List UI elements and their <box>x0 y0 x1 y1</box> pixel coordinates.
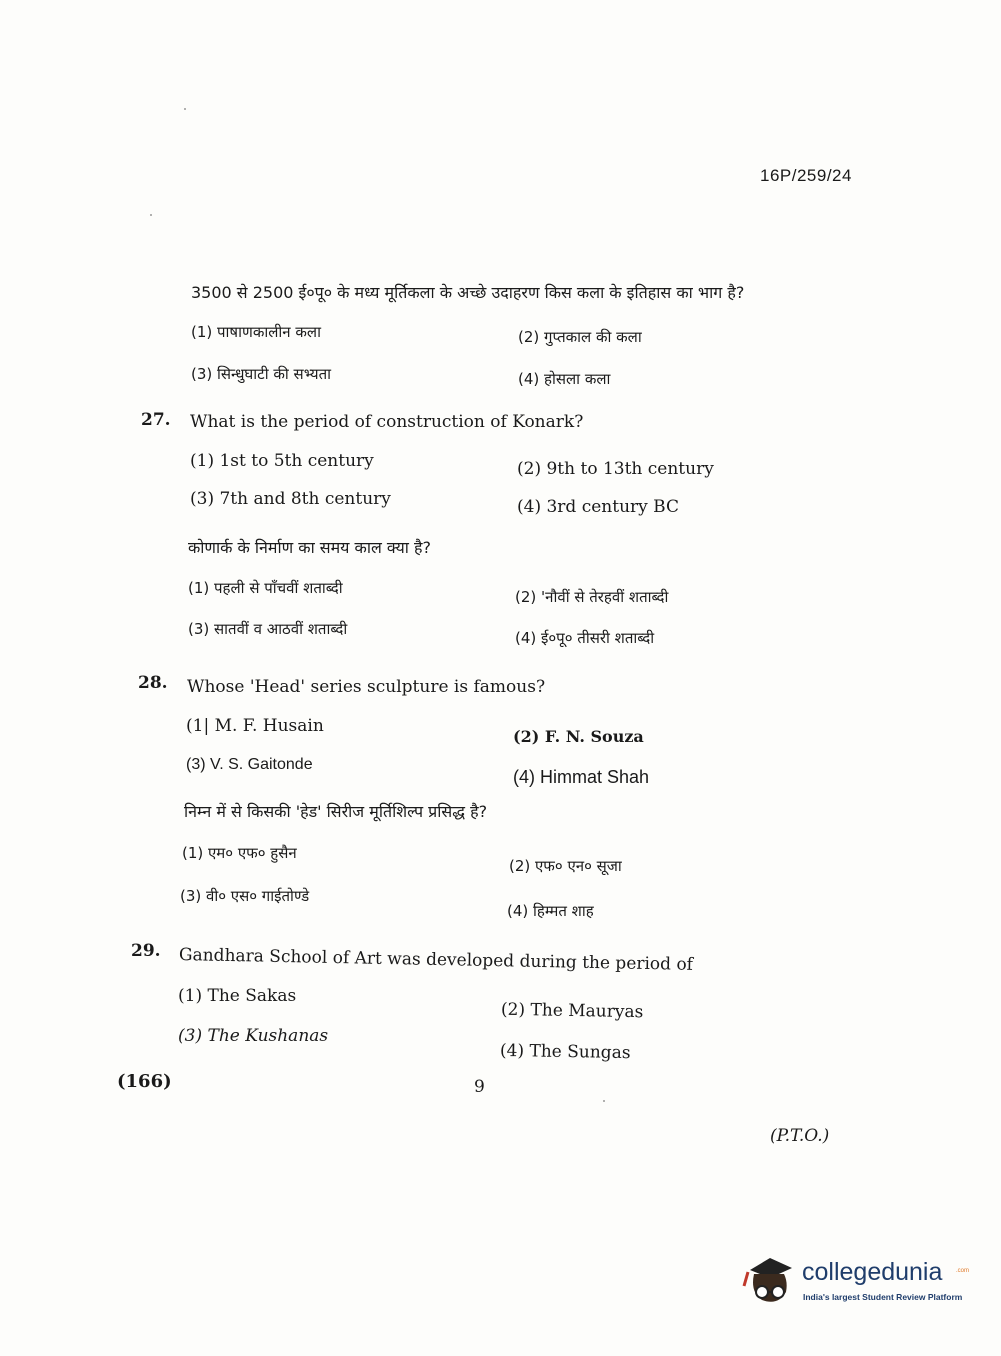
q29-option-2: (2) The Mauryas <box>500 999 644 1023</box>
scan-speck <box>150 214 152 216</box>
q27-hindi-text: कोणार्क के निर्माण का समय काल क्या है? <box>188 538 431 557</box>
paper-code: 16P/259/24 <box>760 166 852 185</box>
q27-question: What is the period of construction of Konark? <box>190 412 584 432</box>
watermark-tagline: India's largest Student Review Platform <box>803 1292 963 1302</box>
watermark-suffix: .com <box>956 1268 970 1274</box>
q28-hindi-option-1: (1) एम० एफ० हुसैन <box>182 844 297 862</box>
q28-hindi-text: निम्न में से किसकी 'हेड' सिरीज मूर्तिशिल्प प्रसिद्ध है? <box>184 802 488 821</box>
q26-hindi-text: 3500 से 2500 ई०पू० के मध्य मूर्तिकला के अच्छे उदाहरण किस कला के इतिहास का भाग है? <box>191 283 745 302</box>
q28-question: Whose 'Head' series sculpture is famous? <box>187 677 546 697</box>
q27-option-2: (2) 9th to 13th century <box>517 459 714 479</box>
q27-hindi-option-4: (4) ई०पू० तीसरी शताब्दी <box>515 629 655 647</box>
q28-hindi-option-4: (4) हिम्मत शाह <box>507 902 594 920</box>
q27-option-1: (1) 1st to 5th century <box>190 451 374 471</box>
q27-number: 27. <box>141 410 171 430</box>
q26-hindi-option-4: (4) होसला कला <box>518 370 611 388</box>
q27-option-4: (4) 3rd century BC <box>517 497 679 517</box>
q27-option-3: (3) 7th and 8th century <box>190 489 391 509</box>
q26-hindi-option-2: (2) गुप्तकाल की कला <box>518 328 642 346</box>
q26-hindi-option-1: (1) पाषाणकालीन कला <box>191 323 321 341</box>
q28-option-1: (1| M. F. Husain <box>186 716 324 736</box>
q28-number: 28. <box>138 673 168 693</box>
mascot-icon <box>740 1252 800 1312</box>
watermark-brand: collegedunia <box>802 1258 943 1286</box>
q29-number: 29. <box>131 941 161 961</box>
q28-option-4: (4) Himmat Shah <box>513 767 650 787</box>
q28-option-2: (2) F. N. Souza <box>513 727 644 746</box>
q29-option-3: (3) The Kushanas <box>178 1026 329 1046</box>
scan-speck <box>603 1100 605 1102</box>
q27-hindi-option-1: (1) पहली से पाँचवीं शताब्दी <box>188 579 343 597</box>
booklet-code: (166) <box>117 1071 172 1092</box>
q28-hindi-option-2: (2) एफ० एन० सूजा <box>509 857 622 875</box>
q29-question: Gandhara School of Art was developed during the period of <box>178 945 694 975</box>
q27-hindi-option-3: (3) सातवीं व आठवीं शताब्दी <box>188 620 348 638</box>
scan-speck <box>184 108 186 110</box>
q28-option-3: (3) V. S. Gaitonde <box>186 756 313 773</box>
q27-hindi-option-2: (2) 'नौवीं से तेरहवीं शताब्दी <box>515 588 669 606</box>
q29-option-1: (1) The Sakas <box>178 986 297 1006</box>
page-number: 9 <box>474 1077 485 1097</box>
collegedunia-watermark <box>740 1252 970 1314</box>
q26-hindi-option-3: (3) सिन्धुघाटी की सभ्यता <box>191 365 332 383</box>
q28-hindi-option-3: (3) वी० एस० गाईतोण्डे <box>180 887 310 905</box>
q29-option-4: (4) The Sungas <box>499 1040 631 1064</box>
please-turn-over: (P.T.O.) <box>770 1126 830 1146</box>
